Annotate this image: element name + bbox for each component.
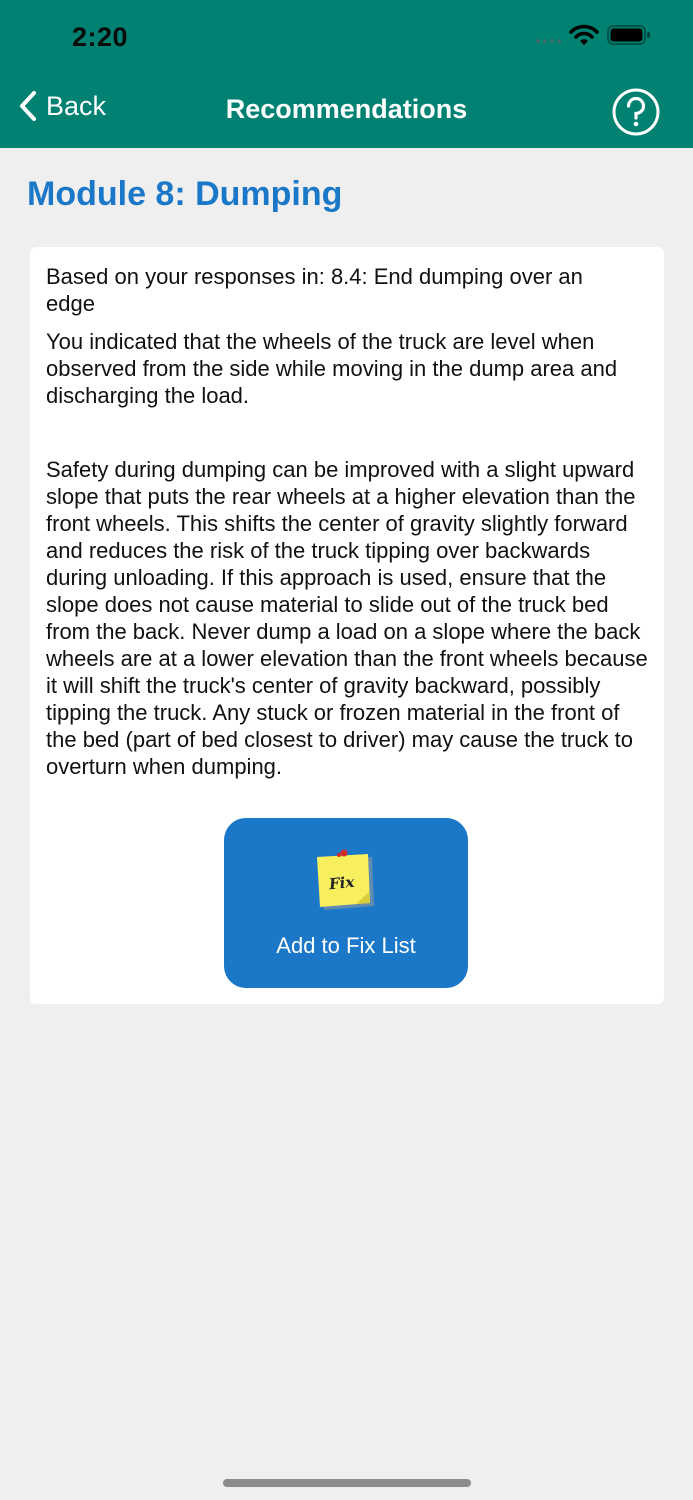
- status-icons: [536, 24, 651, 46]
- status-time: 2:20: [72, 22, 129, 52]
- recommendation-card: [30, 247, 664, 1004]
- sticky-note-icon: [312, 848, 378, 914]
- add-to-fix-list-label: Add to Fix List: [276, 933, 416, 958]
- wifi-icon: [569, 24, 599, 46]
- navigation-bar: [0, 80, 693, 144]
- help-button[interactable]: [611, 87, 661, 142]
- cellular-dots-icon: [536, 27, 561, 43]
- recommendation-text: Safety during dumping can be improved with a slight upward slope that puts the rear wheels at a higher elevation than the front wheels. This shifts the center of gravity slightly forward and reduces the risk of the truck tipping over backwards during unloading. If this approach is used, ensure that the slope does not cause material to slide out of the truck bed from the back. Never dump a load on a slope where the back wheels are at a lower elevation than the front wheels because it will shift the truck's center of gravity backward, possibly tipping the truck. Any stuck or frozen material in the front of the bed (part of bed closest to driver) may cause the truck to overturn when dumping.: [46, 457, 648, 779]
- indicated-text: You indicated that the wheels of the truck are level when observed from the side while moving in the dump area and discharging the load.: [46, 329, 618, 408]
- fix-note-text: Fix: [328, 872, 356, 894]
- battery-icon: [607, 24, 651, 46]
- header-bar: [0, 0, 693, 148]
- add-to-fix-list-button[interactable]: [224, 818, 468, 988]
- home-indicator: [223, 1479, 471, 1487]
- back-label: Back: [46, 90, 107, 121]
- page-title: Recommendations: [225, 94, 468, 124]
- based-on-text: Based on your responses in: 8.4: End dumping over an edge: [46, 264, 583, 316]
- question-circle-icon: [611, 87, 661, 137]
- module-title: Module 8: Dumping: [27, 175, 343, 213]
